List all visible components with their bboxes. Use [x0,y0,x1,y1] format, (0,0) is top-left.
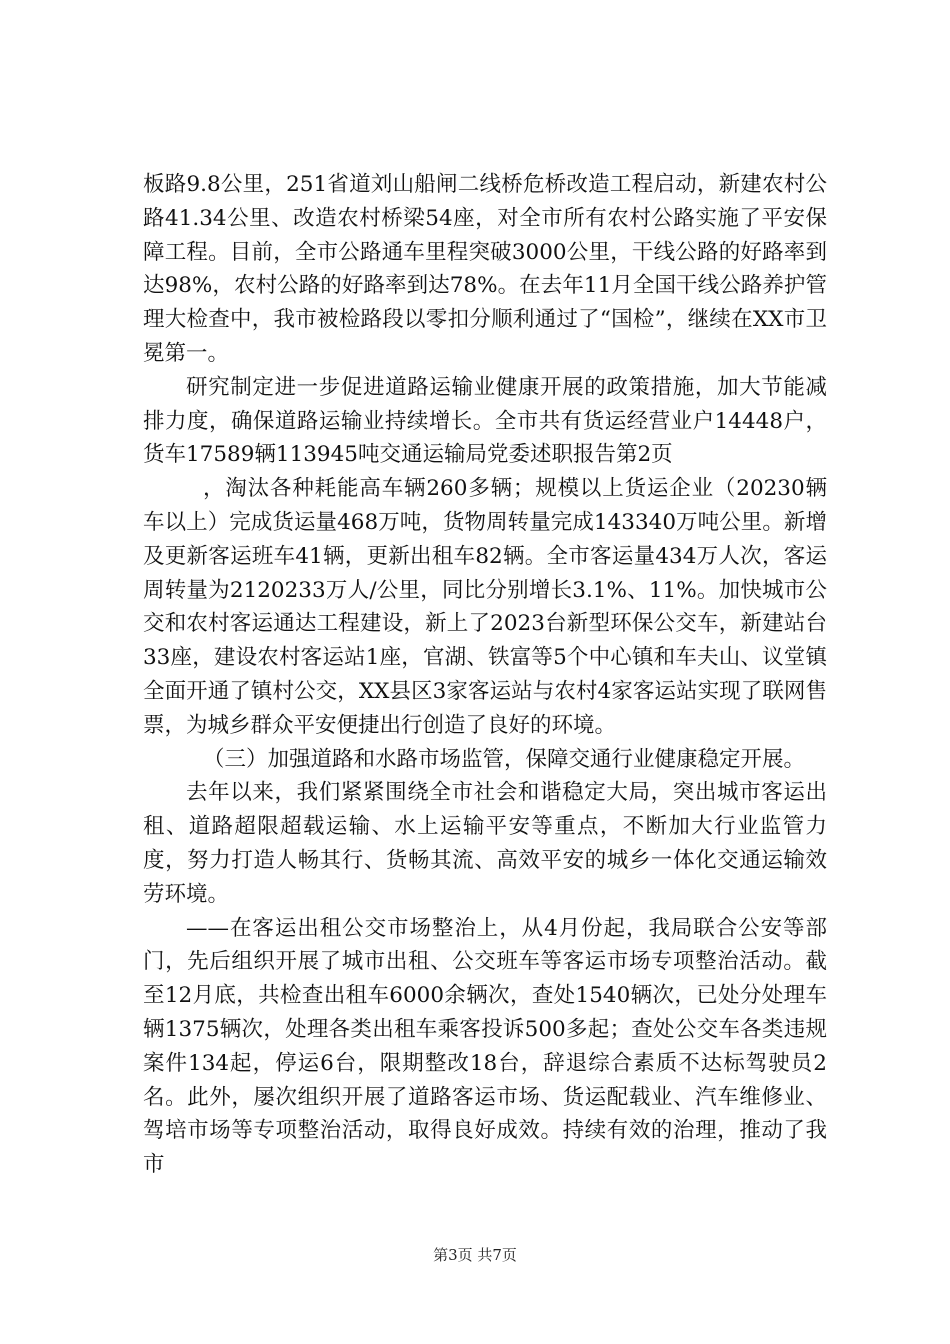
paragraph-road-construction: 板路9.8公里，251省道刘山船闸二线桥危桥改造工程启动，新建农村公路41.34公里、改造农村桥梁54座，对全市所有农村公路实施了平安保障工程。目前，全市公路通车里程突破3000公里，干线公路的好路率到达98%，农村公路的好路率到达78%。在去年11月全国干线公路养护管理大检查中，我市被检路段以零扣分顺利通过了“国检”，继续在XX市卫冕第一。 [143,172,827,366]
section-heading-market-supervision: （三）加强道路和水路市场监管，保障交通行业健康稳定开展。 [203,746,806,772]
paragraph-transport-policy: 研究制定进一步促进道路运输业健康开展的政策措施，加大节能减排力度，确保道路运输业持续增长。全市共有货运经营业户14448户，货车17589辆113945吨交通运输局党委述职报告第2页 [143,374,827,468]
paragraph-supervision-overview: 去年以来，我们紧紧围绕全市社会和谐稳定大局，突出城市客运出租、道路超限超载运输、水上运输平安等重点，不断加大行业监管力度，努力打造人畅其行、货畅其流、高效平安的城乡一体化交通运输效劳环境。 [143,780,827,907]
page-footer: 第3页 共7页 [433,1246,517,1264]
paragraph-taxi-bus-rectification: ——在客运出租公交市场整治上，从4月份起，我局联合公安等部门，先后组织开展了城市出租、公交班车等客运市场专项整治活动。截至12月底，共检查出租车6000余辆次，查处1540辆次，已处分处理车辆1375辆次，处理各类出租车乘客投诉500多起；查处公交车各类违规案件134起，停运6台，限期整改18台，辞退综合素质不达标驾驶员2名。此外，屡次组织开展了道路客运市场、货运配载业、汽车维修业、驾培市场等专项整治活动，取得良好成效。持续有效的治理，推动了我市 [143,915,827,1178]
paragraph-freight-passenger-stats: ，淘汰各种耗能高车辆260多辆；规模以上货运企业（20230辆车以上）完成货运量468万吨，货物周转量完成143340万吨公里。新增及更新客运班车41辆，更新出租车82辆。全市客运量434万人次，客运周转量为2120233万人/公里，同比分别增长3.1%、11%。加快城市公交和农村客运通达工程建设，新上了2023台新型环保公交车，新建站台33座，建设农村客运站1座，官湖、铁富等5个中心镇和车夫山、议堂镇全面开通了镇村公交，XX县区3家客运站与农村4家客运站实现了联网售票，为城乡群众平安便捷出行创造了良好的环境。 [143,476,827,738]
document-body [143,168,827,1182]
